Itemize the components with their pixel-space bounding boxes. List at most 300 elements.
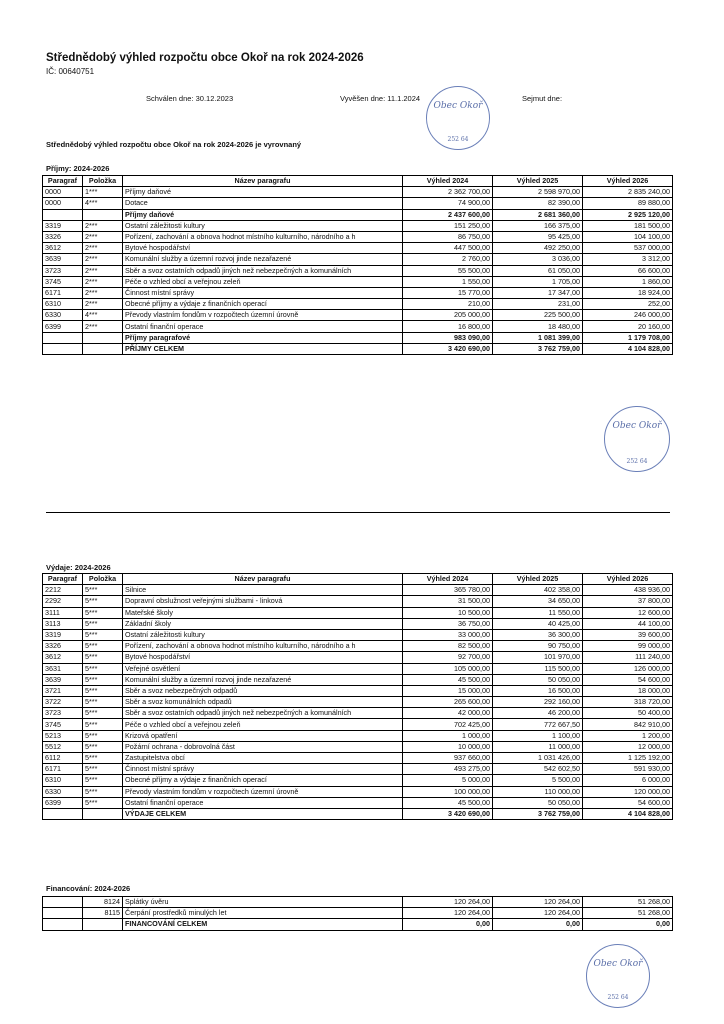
financing-table bbox=[42, 896, 673, 931]
cell-vyhled-2024: 10 000,00 bbox=[403, 741, 493, 752]
cell-vyhled-2024: 45 500,00 bbox=[403, 674, 493, 685]
cell-nazev: Ostatní záležitosti kultury bbox=[123, 629, 403, 640]
cell-paragraf: 3319 bbox=[43, 220, 83, 231]
table-row bbox=[43, 265, 673, 276]
cell-polozka: 5*** bbox=[83, 585, 123, 596]
table-row bbox=[43, 287, 673, 298]
table-row bbox=[43, 908, 673, 919]
cell-vyhled-2025: 3 036,00 bbox=[493, 254, 583, 265]
cell-vyhled-2026: 1 200,00 bbox=[583, 730, 673, 741]
cell-vyhled-2024: 493 275,00 bbox=[403, 764, 493, 775]
cell-polozka bbox=[83, 332, 123, 343]
table-row bbox=[43, 343, 673, 354]
cell-nazev: Sběr a svoz ostatních odpadů jiných než nebezpečných a komunálních bbox=[123, 265, 403, 276]
cell-vyhled-2025: 18 480,00 bbox=[493, 321, 583, 332]
cell-nazev: Mateřské školy bbox=[123, 607, 403, 618]
cell-vyhled-2025: 17 347,00 bbox=[493, 287, 583, 298]
cell-paragraf bbox=[43, 343, 83, 354]
cell-polozka: 5*** bbox=[83, 786, 123, 797]
cell-vyhled-2024: 0,00 bbox=[403, 919, 493, 930]
cell-vyhled-2025: 46 200,00 bbox=[493, 708, 583, 719]
cell-paragraf: 6171 bbox=[43, 287, 83, 298]
cell-polozka: 5*** bbox=[83, 685, 123, 696]
cell-vyhled-2025: 36 300,00 bbox=[493, 629, 583, 640]
cell-vyhled-2024: 2 437 600,00 bbox=[403, 209, 493, 220]
cell-polozka: 8115 bbox=[83, 908, 123, 919]
cell-nazev: Silnice bbox=[123, 585, 403, 596]
cell-polozka: 4*** bbox=[83, 198, 123, 209]
cell-nazev: FINANCOVÁNÍ CELKEM bbox=[123, 919, 403, 930]
col-paragraf: Paragraf bbox=[43, 574, 83, 585]
table-row bbox=[43, 764, 673, 775]
cell-nazev: Bytové hospodářství bbox=[123, 652, 403, 663]
cell-nazev: Převody vlastním fondům v rozpočtech územní úrovně bbox=[123, 786, 403, 797]
expenses-table bbox=[42, 573, 673, 820]
cell-nazev: Zastupitelstva obcí bbox=[123, 753, 403, 764]
table-row bbox=[43, 243, 673, 254]
cell-vyhled-2025: 292 160,00 bbox=[493, 697, 583, 708]
cell-vyhled-2024: 16 800,00 bbox=[403, 321, 493, 332]
cell-vyhled-2026: 1 860,00 bbox=[583, 276, 673, 287]
cell-vyhled-2024: 120 264,00 bbox=[403, 897, 493, 908]
cell-vyhled-2024: 36 750,00 bbox=[403, 618, 493, 629]
income-header-row bbox=[43, 176, 673, 187]
cell-vyhled-2024: 100 000,00 bbox=[403, 786, 493, 797]
official-stamp-top bbox=[426, 86, 490, 150]
cell-polozka bbox=[83, 919, 123, 930]
table-row bbox=[43, 607, 673, 618]
cell-nazev: Pořízení, zachování a obnova hodnot místního kulturního, národního a h bbox=[123, 641, 403, 652]
cell-polozka: 1*** bbox=[83, 187, 123, 198]
cell-vyhled-2025: 11 000,00 bbox=[493, 741, 583, 752]
table-row bbox=[43, 786, 673, 797]
table-row bbox=[43, 310, 673, 321]
cell-vyhled-2026: 0,00 bbox=[583, 919, 673, 930]
income-section-label: Příjmy: 2024-2026 bbox=[46, 164, 110, 173]
cell-nazev: Pořízení, zachování a obnova hodnot místního kulturního, národního a h bbox=[123, 231, 403, 242]
cell-vyhled-2025: 166 375,00 bbox=[493, 220, 583, 231]
table-row bbox=[43, 629, 673, 640]
income-table bbox=[42, 175, 673, 355]
cell-vyhled-2025: 225 500,00 bbox=[493, 310, 583, 321]
cell-vyhled-2025: 772 667,50 bbox=[493, 719, 583, 730]
cell-vyhled-2024: 5 000,00 bbox=[403, 775, 493, 786]
cell-vyhled-2024: 2 760,00 bbox=[403, 254, 493, 265]
cell-vyhled-2024: 210,00 bbox=[403, 299, 493, 310]
cell-vyhled-2024: 1 550,00 bbox=[403, 276, 493, 287]
cell-paragraf: 6171 bbox=[43, 764, 83, 775]
cell-paragraf: 3721 bbox=[43, 685, 83, 696]
posted-date: Vyvěšen dne: 11.1.2024 bbox=[340, 94, 421, 103]
cell-polozka: 5*** bbox=[83, 618, 123, 629]
cell-vyhled-2026: 537 000,00 bbox=[583, 243, 673, 254]
cell-polozka: 5*** bbox=[83, 764, 123, 775]
cell-paragraf: 3723 bbox=[43, 708, 83, 719]
cell-polozka: 5*** bbox=[83, 607, 123, 618]
cell-paragraf: 6112 bbox=[43, 753, 83, 764]
cell-vyhled-2025: 1 705,00 bbox=[493, 276, 583, 287]
cell-nazev: Ostatní finanční operace bbox=[123, 321, 403, 332]
cell-vyhled-2026: 1 179 708,00 bbox=[583, 332, 673, 343]
cell-vyhled-2024: 151 250,00 bbox=[403, 220, 493, 231]
cell-nazev: Požární ochrana - dobrovolná část bbox=[123, 741, 403, 752]
table-row bbox=[43, 220, 673, 231]
expenses-header-row bbox=[43, 574, 673, 585]
table-row bbox=[43, 897, 673, 908]
cell-paragraf: 3639 bbox=[43, 254, 83, 265]
cell-vyhled-2026: 12 600,00 bbox=[583, 607, 673, 618]
cell-polozka: 2*** bbox=[83, 276, 123, 287]
cell-paragraf: 3612 bbox=[43, 243, 83, 254]
cell-polozka: 8124 bbox=[83, 897, 123, 908]
table-row bbox=[43, 231, 673, 242]
table-row bbox=[43, 321, 673, 332]
cell-nazev: Činnost místní správy bbox=[123, 764, 403, 775]
cell-paragraf: 5213 bbox=[43, 730, 83, 741]
cell-vyhled-2025: 1 081 399,00 bbox=[493, 332, 583, 343]
cell-vyhled-2025: 3 762 759,00 bbox=[493, 808, 583, 819]
cell-nazev: Čerpání prostředků minulých let bbox=[123, 908, 403, 919]
cell-vyhled-2024: 33 000,00 bbox=[403, 629, 493, 640]
cell-vyhled-2024: 265 600,00 bbox=[403, 697, 493, 708]
cell-vyhled-2024: 702 425,00 bbox=[403, 719, 493, 730]
col-vyhled-2024: Výhled 2024 bbox=[403, 176, 493, 187]
cell-vyhled-2025: 61 050,00 bbox=[493, 265, 583, 276]
cell-vyhled-2026: 51 268,00 bbox=[583, 908, 673, 919]
cell-nazev: Základní školy bbox=[123, 618, 403, 629]
cell-paragraf bbox=[43, 808, 83, 819]
cell-vyhled-2025: 0,00 bbox=[493, 919, 583, 930]
cell-vyhled-2026: 2 835 240,00 bbox=[583, 187, 673, 198]
cell-nazev: Sběr a svoz ostatních odpadů jiných než nebezpečných a komunálních bbox=[123, 708, 403, 719]
cell-nazev: Splátky úvěru bbox=[123, 897, 403, 908]
cell-vyhled-2026: 39 600,00 bbox=[583, 629, 673, 640]
cell-vyhled-2024: 447 500,00 bbox=[403, 243, 493, 254]
cell-polozka bbox=[83, 808, 123, 819]
cell-vyhled-2024: 42 000,00 bbox=[403, 708, 493, 719]
cell-vyhled-2024: 105 000,00 bbox=[403, 663, 493, 674]
cell-vyhled-2026: 18 000,00 bbox=[583, 685, 673, 696]
cell-vyhled-2026: 50 400,00 bbox=[583, 708, 673, 719]
cell-vyhled-2026: 4 104 828,00 bbox=[583, 808, 673, 819]
cell-vyhled-2025: 2 598 970,00 bbox=[493, 187, 583, 198]
cell-nazev: Péče o vzhled obcí a veřejnou zeleň bbox=[123, 719, 403, 730]
cell-vyhled-2026: 318 720,00 bbox=[583, 697, 673, 708]
cell-paragraf: 3631 bbox=[43, 663, 83, 674]
cell-polozka: 2*** bbox=[83, 299, 123, 310]
cell-vyhled-2025: 11 550,00 bbox=[493, 607, 583, 618]
col-polozka: Položka bbox=[83, 176, 123, 187]
table-row bbox=[43, 697, 673, 708]
cell-nazev: PŘÍJMY CELKEM bbox=[123, 343, 403, 354]
cell-vyhled-2024: 3 420 690,00 bbox=[403, 808, 493, 819]
cell-vyhled-2025: 40 425,00 bbox=[493, 618, 583, 629]
cell-vyhled-2025: 542 602,50 bbox=[493, 764, 583, 775]
cell-vyhled-2026: 2 925 120,00 bbox=[583, 209, 673, 220]
cell-paragraf: 6399 bbox=[43, 797, 83, 808]
cell-vyhled-2026: 126 000,00 bbox=[583, 663, 673, 674]
table-row bbox=[43, 652, 673, 663]
cell-paragraf: 3113 bbox=[43, 618, 83, 629]
cell-vyhled-2026: 4 104 828,00 bbox=[583, 343, 673, 354]
expenses-body bbox=[43, 585, 673, 820]
cell-paragraf: 3326 bbox=[43, 641, 83, 652]
cell-vyhled-2026: 104 100,00 bbox=[583, 231, 673, 242]
cell-polozka: 2*** bbox=[83, 243, 123, 254]
cell-nazev: Sběr a svoz komunálních odpadů bbox=[123, 697, 403, 708]
cell-vyhled-2026: 111 240,00 bbox=[583, 652, 673, 663]
cell-vyhled-2026: 89 880,00 bbox=[583, 198, 673, 209]
cell-vyhled-2024: 15 770,00 bbox=[403, 287, 493, 298]
cell-nazev: Komunální služby a územní rozvoj jinde nezařazené bbox=[123, 254, 403, 265]
financing-body bbox=[43, 897, 673, 931]
page-title: Střednědobý výhled rozpočtu obce Okoř na rok 2024-2026 bbox=[46, 52, 364, 64]
cell-vyhled-2025: 101 970,00 bbox=[493, 652, 583, 663]
cell-vyhled-2025: 1 100,00 bbox=[493, 730, 583, 741]
page-divider bbox=[46, 512, 670, 513]
table-row bbox=[43, 198, 673, 209]
cell-vyhled-2026: 66 600,00 bbox=[583, 265, 673, 276]
table-row bbox=[43, 254, 673, 265]
table-row bbox=[43, 730, 673, 741]
cell-polozka: 5*** bbox=[83, 741, 123, 752]
col-vyhled-2025: Výhled 2025 bbox=[493, 176, 583, 187]
cell-paragraf: 6310 bbox=[43, 775, 83, 786]
cell-nazev: Dotace bbox=[123, 198, 403, 209]
cell-paragraf: 0000 bbox=[43, 187, 83, 198]
cell-vyhled-2026: 252,00 bbox=[583, 299, 673, 310]
cell-nazev: Převody vlastním fondům v rozpočtech územní úrovně bbox=[123, 310, 403, 321]
cell-vyhled-2024: 120 264,00 bbox=[403, 908, 493, 919]
cell-polozka bbox=[83, 343, 123, 354]
cell-polozka: 5*** bbox=[83, 674, 123, 685]
cell-paragraf: 6310 bbox=[43, 299, 83, 310]
cell-vyhled-2024: 983 090,00 bbox=[403, 332, 493, 343]
cell-vyhled-2025: 231,00 bbox=[493, 299, 583, 310]
cell-paragraf: 3745 bbox=[43, 719, 83, 730]
cell-vyhled-2026: 99 000,00 bbox=[583, 641, 673, 652]
cell-vyhled-2024: 45 500,00 bbox=[403, 797, 493, 808]
cell-polozka bbox=[83, 209, 123, 220]
cell-vyhled-2025: 16 500,00 bbox=[493, 685, 583, 696]
table-row bbox=[43, 685, 673, 696]
table-row bbox=[43, 299, 673, 310]
cell-polozka: 2*** bbox=[83, 254, 123, 265]
cell-polozka: 5*** bbox=[83, 596, 123, 607]
cell-vyhled-2025: 82 390,00 bbox=[493, 198, 583, 209]
col-vyhled-2025: Výhled 2025 bbox=[493, 574, 583, 585]
cell-paragraf: 3639 bbox=[43, 674, 83, 685]
cell-vyhled-2026: 6 000,00 bbox=[583, 775, 673, 786]
cell-vyhled-2024: 15 000,00 bbox=[403, 685, 493, 696]
cell-paragraf bbox=[43, 897, 83, 908]
stamp-text: Obec Okoř bbox=[612, 421, 662, 432]
cell-vyhled-2026: 3 312,00 bbox=[583, 254, 673, 265]
cell-paragraf bbox=[43, 919, 83, 930]
cell-paragraf: 2212 bbox=[43, 585, 83, 596]
cell-polozka: 5*** bbox=[83, 753, 123, 764]
cell-polozka: 2*** bbox=[83, 265, 123, 276]
table-row bbox=[43, 674, 673, 685]
cell-vyhled-2026: 54 600,00 bbox=[583, 797, 673, 808]
cell-polozka: 4*** bbox=[83, 310, 123, 321]
cell-nazev: Obecné příjmy a výdaje z finančních operací bbox=[123, 775, 403, 786]
stamp-text: Obec Okoř bbox=[593, 958, 643, 969]
cell-polozka: 5*** bbox=[83, 629, 123, 640]
cell-polozka: 5*** bbox=[83, 775, 123, 786]
cell-nazev: Ostatní finanční operace bbox=[123, 797, 403, 808]
cell-vyhled-2024: 365 780,00 bbox=[403, 585, 493, 596]
cell-vyhled-2025: 2 681 360,00 bbox=[493, 209, 583, 220]
cell-vyhled-2024: 31 500,00 bbox=[403, 596, 493, 607]
cell-nazev: Sběr a svoz nebezpečných odpadů bbox=[123, 685, 403, 696]
cell-vyhled-2024: 92 700,00 bbox=[403, 652, 493, 663]
cell-vyhled-2024: 82 500,00 bbox=[403, 641, 493, 652]
table-row bbox=[43, 585, 673, 596]
balanced-note: Střednědobý výhled rozpočtu obce Okoř na rok 2024-2026 je vyrovnaný bbox=[46, 140, 302, 149]
cell-paragraf: 3319 bbox=[43, 629, 83, 640]
cell-nazev: Obecné příjmy a výdaje z finančních operací bbox=[123, 299, 403, 310]
col-nazev: Název paragrafu bbox=[123, 574, 403, 585]
cell-paragraf: 3723 bbox=[43, 265, 83, 276]
table-row bbox=[43, 332, 673, 343]
col-paragraf: Paragraf bbox=[43, 176, 83, 187]
table-row bbox=[43, 708, 673, 719]
income-body bbox=[43, 187, 673, 355]
cell-vyhled-2026: 591 930,00 bbox=[583, 764, 673, 775]
official-stamp-middle bbox=[604, 406, 670, 472]
cell-paragraf: 6330 bbox=[43, 310, 83, 321]
table-row bbox=[43, 596, 673, 607]
cell-vyhled-2026: 181 500,00 bbox=[583, 220, 673, 231]
cell-paragraf: 3745 bbox=[43, 276, 83, 287]
cell-nazev: Příjmy paragrafové bbox=[123, 332, 403, 343]
col-vyhled-2026: Výhled 2026 bbox=[583, 176, 673, 187]
cell-polozka: 2*** bbox=[83, 321, 123, 332]
cell-vyhled-2025: 402 358,00 bbox=[493, 585, 583, 596]
stamp-text: Obec Okoř bbox=[433, 100, 483, 111]
approved-date: Schválen dne: 30.12.2023 bbox=[146, 94, 234, 103]
cell-paragraf: 0000 bbox=[43, 198, 83, 209]
cell-vyhled-2024: 1 000,00 bbox=[403, 730, 493, 741]
cell-vyhled-2026: 20 160,00 bbox=[583, 321, 673, 332]
cell-vyhled-2024: 86 750,00 bbox=[403, 231, 493, 242]
cell-nazev: Komunální služby a územní rozvoj jinde nezařazené bbox=[123, 674, 403, 685]
cell-vyhled-2024: 10 500,00 bbox=[403, 607, 493, 618]
cell-vyhled-2024: 74 900,00 bbox=[403, 198, 493, 209]
removed-date: Sejmut dne: bbox=[522, 94, 563, 103]
cell-polozka: 5*** bbox=[83, 663, 123, 674]
cell-paragraf: 3722 bbox=[43, 697, 83, 708]
cell-polozka: 5*** bbox=[83, 708, 123, 719]
cell-nazev: Péče o vzhled obcí a veřejnou zeleň bbox=[123, 276, 403, 287]
cell-polozka: 5*** bbox=[83, 797, 123, 808]
table-row bbox=[43, 663, 673, 674]
cell-vyhled-2025: 5 500,00 bbox=[493, 775, 583, 786]
cell-vyhled-2025: 120 264,00 bbox=[493, 908, 583, 919]
cell-vyhled-2026: 842 910,00 bbox=[583, 719, 673, 730]
cell-nazev: Bytové hospodářství bbox=[123, 243, 403, 254]
table-row bbox=[43, 618, 673, 629]
table-row bbox=[43, 187, 673, 198]
cell-vyhled-2024: 205 000,00 bbox=[403, 310, 493, 321]
col-polozka: Položka bbox=[83, 574, 123, 585]
cell-vyhled-2025: 115 500,00 bbox=[493, 663, 583, 674]
table-row bbox=[43, 641, 673, 652]
cell-paragraf: 5512 bbox=[43, 741, 83, 752]
col-vyhled-2026: Výhled 2026 bbox=[583, 574, 673, 585]
cell-polozka: 5*** bbox=[83, 730, 123, 741]
cell-vyhled-2025: 110 000,00 bbox=[493, 786, 583, 797]
cell-vyhled-2024: 3 420 690,00 bbox=[403, 343, 493, 354]
cell-nazev: VÝDAJE CELKEM bbox=[123, 808, 403, 819]
cell-polozka: 2*** bbox=[83, 287, 123, 298]
cell-paragraf: 6330 bbox=[43, 786, 83, 797]
cell-polozka: 5*** bbox=[83, 652, 123, 663]
cell-nazev: Činnost místní správy bbox=[123, 287, 403, 298]
stamp-year: 252 64 bbox=[607, 993, 629, 1001]
table-row bbox=[43, 808, 673, 819]
table-row bbox=[43, 775, 673, 786]
cell-vyhled-2025: 120 264,00 bbox=[493, 897, 583, 908]
table-row bbox=[43, 919, 673, 930]
cell-vyhled-2026: 12 000,00 bbox=[583, 741, 673, 752]
cell-nazev: Krizová opatření bbox=[123, 730, 403, 741]
cell-paragraf bbox=[43, 209, 83, 220]
cell-paragraf: 3326 bbox=[43, 231, 83, 242]
cell-vyhled-2026: 51 268,00 bbox=[583, 897, 673, 908]
table-row bbox=[43, 209, 673, 220]
cell-nazev: Příjmy daňové bbox=[123, 209, 403, 220]
table-row bbox=[43, 719, 673, 730]
col-nazev: Název paragrafu bbox=[123, 176, 403, 187]
expenses-section-label: Výdaje: 2024-2026 bbox=[46, 563, 111, 572]
cell-nazev: Ostatní záležitosti kultury bbox=[123, 220, 403, 231]
cell-vyhled-2024: 2 362 700,00 bbox=[403, 187, 493, 198]
cell-paragraf: 3111 bbox=[43, 607, 83, 618]
table-row bbox=[43, 741, 673, 752]
cell-vyhled-2025: 1 031 426,00 bbox=[493, 753, 583, 764]
cell-vyhled-2025: 95 425,00 bbox=[493, 231, 583, 242]
table-row bbox=[43, 753, 673, 764]
financing-section-label: Financování: 2024-2026 bbox=[46, 884, 131, 893]
cell-polozka: 2*** bbox=[83, 231, 123, 242]
cell-vyhled-2025: 90 750,00 bbox=[493, 641, 583, 652]
cell-vyhled-2026: 246 000,00 bbox=[583, 310, 673, 321]
col-vyhled-2024: Výhled 2024 bbox=[403, 574, 493, 585]
cell-paragraf: 3612 bbox=[43, 652, 83, 663]
cell-vyhled-2026: 120 000,00 bbox=[583, 786, 673, 797]
cell-nazev: Veřejné osvětlení bbox=[123, 663, 403, 674]
ico-number: IČ: 00640751 bbox=[46, 67, 95, 76]
cell-vyhled-2026: 44 100,00 bbox=[583, 618, 673, 629]
cell-nazev: Příjmy daňové bbox=[123, 187, 403, 198]
cell-vyhled-2026: 1 125 192,00 bbox=[583, 753, 673, 764]
cell-vyhled-2025: 492 250,00 bbox=[493, 243, 583, 254]
cell-vyhled-2026: 37 800,00 bbox=[583, 596, 673, 607]
cell-vyhled-2025: 50 050,00 bbox=[493, 797, 583, 808]
cell-vyhled-2024: 55 500,00 bbox=[403, 265, 493, 276]
cell-vyhled-2026: 54 600,00 bbox=[583, 674, 673, 685]
cell-polozka: 2*** bbox=[83, 220, 123, 231]
cell-polozka: 5*** bbox=[83, 697, 123, 708]
cell-vyhled-2025: 34 650,00 bbox=[493, 596, 583, 607]
cell-vyhled-2026: 18 924,00 bbox=[583, 287, 673, 298]
cell-vyhled-2026: 438 936,00 bbox=[583, 585, 673, 596]
stamp-year: 252 64 bbox=[626, 457, 648, 465]
cell-nazev: Dopravní obslužnost veřejnými službami - linková bbox=[123, 596, 403, 607]
official-stamp-bottom bbox=[586, 944, 650, 1008]
